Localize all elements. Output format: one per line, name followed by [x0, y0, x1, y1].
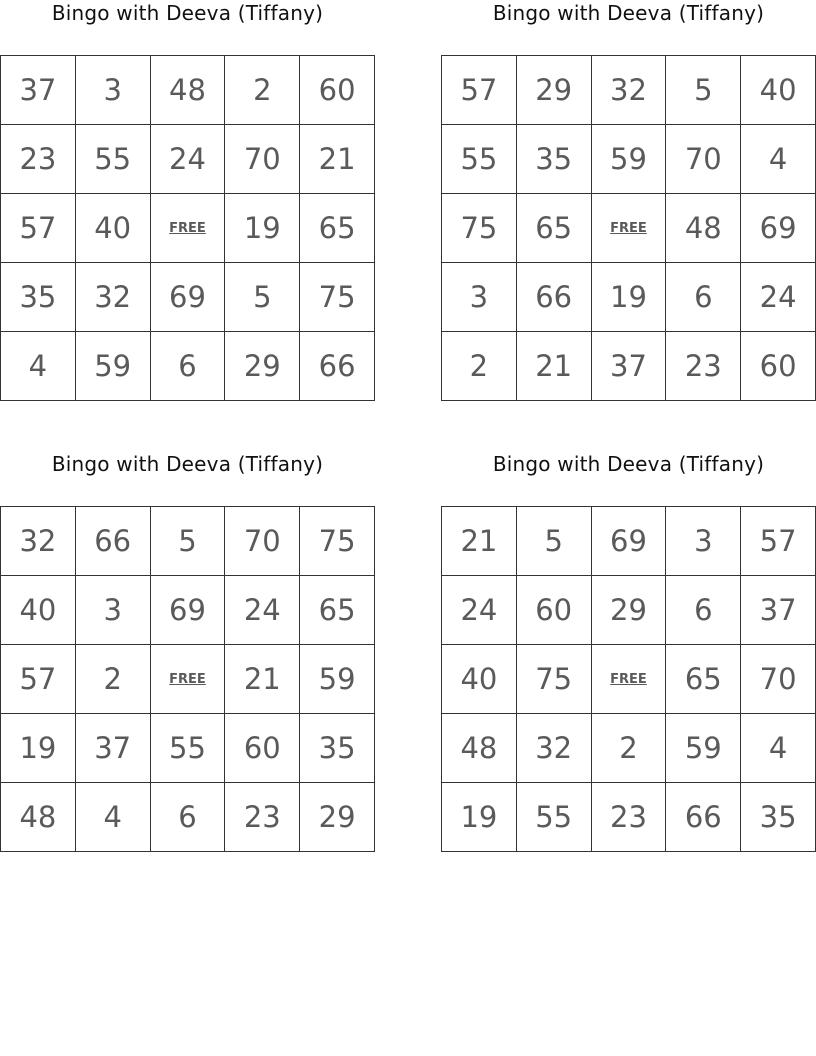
- free-space: FREE: [591, 645, 666, 714]
- bingo-number-cell: 65: [516, 194, 591, 263]
- bingo-number-cell: 65: [300, 576, 375, 645]
- bingo-number-cell: 4: [1, 332, 76, 401]
- bingo-row: [1, 507, 375, 576]
- bingo-number-cell: 55: [516, 783, 591, 852]
- bingo-grid: [0, 506, 375, 852]
- bingo-number-cell: 57: [741, 507, 816, 576]
- bingo-row: [1, 783, 375, 852]
- card-title: [0, 451, 375, 506]
- bingo-number-cell: 5: [225, 263, 300, 332]
- bingo-number-cell: 3: [75, 56, 150, 125]
- bingo-number-cell: 57: [1, 645, 76, 714]
- bingo-number-cell: 69: [741, 194, 816, 263]
- bingo-number-cell: 69: [150, 263, 225, 332]
- bingo-number-cell: 40: [75, 194, 150, 263]
- bingo-card-1: [0, 0, 375, 401]
- bingo-number-cell: 37: [1, 56, 76, 125]
- bingo-number-cell: 29: [516, 56, 591, 125]
- bingo-row: [1, 645, 375, 714]
- bingo-number-cell: 29: [300, 783, 375, 852]
- bingo-number-cell: 2: [75, 645, 150, 714]
- bingo-number-cell: 35: [516, 125, 591, 194]
- card-title-text: Bingo with Deeva (Tiffany): [492, 452, 765, 476]
- bingo-number-cell: 66: [300, 332, 375, 401]
- free-space: FREE: [150, 194, 225, 263]
- bingo-number-cell: 23: [591, 783, 666, 852]
- bingo-number-cell: 5: [516, 507, 591, 576]
- bingo-row: [442, 56, 816, 125]
- bingo-number-cell: 5: [666, 56, 741, 125]
- bingo-number-cell: 6: [150, 332, 225, 401]
- card-title: [441, 0, 816, 55]
- bingo-number-cell: 37: [591, 332, 666, 401]
- bingo-number-cell: 4: [75, 783, 150, 852]
- bingo-number-cell: 4: [741, 125, 816, 194]
- bingo-number-cell: 65: [666, 645, 741, 714]
- bingo-row: [1, 194, 375, 263]
- bingo-number-cell: 66: [666, 783, 741, 852]
- bingo-row: [442, 783, 816, 852]
- free-space: FREE: [591, 194, 666, 263]
- bingo-card-2: [441, 0, 816, 401]
- bingo-number-cell: 24: [225, 576, 300, 645]
- bingo-number-cell: 66: [75, 507, 150, 576]
- bingo-row: [442, 194, 816, 263]
- bingo-number-cell: 19: [442, 783, 517, 852]
- bingo-number-cell: 69: [150, 576, 225, 645]
- bingo-number-cell: 32: [591, 56, 666, 125]
- bingo-number-cell: 23: [225, 783, 300, 852]
- bingo-number-cell: 48: [1, 783, 76, 852]
- bingo-number-cell: 59: [591, 125, 666, 194]
- card-title: [441, 451, 816, 506]
- bingo-number-cell: 48: [150, 56, 225, 125]
- bingo-number-cell: 69: [591, 507, 666, 576]
- bingo-number-cell: 32: [1, 507, 76, 576]
- bingo-grid: [441, 506, 816, 852]
- bingo-row: [442, 714, 816, 783]
- card-title: [0, 0, 375, 55]
- bingo-number-cell: 32: [516, 714, 591, 783]
- bingo-number-cell: 57: [1, 194, 76, 263]
- bingo-number-cell: 60: [516, 576, 591, 645]
- bingo-number-cell: 4: [741, 714, 816, 783]
- bingo-number-cell: 21: [442, 507, 517, 576]
- bingo-number-cell: 19: [591, 263, 666, 332]
- bingo-row: [1, 332, 375, 401]
- bingo-row: [1, 56, 375, 125]
- bingo-number-cell: 70: [741, 645, 816, 714]
- bingo-number-cell: 35: [741, 783, 816, 852]
- bingo-grid: [0, 55, 375, 401]
- bingo-number-cell: 3: [75, 576, 150, 645]
- bingo-card-4: [441, 451, 816, 852]
- bingo-number-cell: 35: [300, 714, 375, 783]
- bingo-number-cell: 55: [442, 125, 517, 194]
- bingo-number-cell: 3: [442, 263, 517, 332]
- bingo-number-cell: 70: [225, 125, 300, 194]
- bingo-row: [1, 263, 375, 332]
- bingo-number-cell: 48: [442, 714, 517, 783]
- bingo-number-cell: 40: [1, 576, 76, 645]
- bingo-row: [442, 263, 816, 332]
- bingo-row: [442, 576, 816, 645]
- bingo-number-cell: 23: [1, 125, 76, 194]
- bingo-number-cell: 75: [516, 645, 591, 714]
- bingo-number-cell: 29: [591, 576, 666, 645]
- bingo-number-cell: 37: [741, 576, 816, 645]
- bingo-number-cell: 2: [591, 714, 666, 783]
- bingo-number-cell: 35: [1, 263, 76, 332]
- bingo-number-cell: 60: [225, 714, 300, 783]
- bingo-number-cell: 48: [666, 194, 741, 263]
- bingo-number-cell: 19: [225, 194, 300, 263]
- bingo-number-cell: 75: [300, 263, 375, 332]
- bingo-number-cell: 70: [666, 125, 741, 194]
- bingo-number-cell: 2: [442, 332, 517, 401]
- bingo-number-cell: 75: [442, 194, 517, 263]
- bingo-number-cell: 6: [150, 783, 225, 852]
- bingo-number-cell: 21: [300, 125, 375, 194]
- bingo-row: [442, 645, 816, 714]
- bingo-row: [1, 714, 375, 783]
- bingo-number-cell: 3: [666, 507, 741, 576]
- bingo-number-cell: 24: [442, 576, 517, 645]
- bingo-number-cell: 2: [225, 56, 300, 125]
- card-title-text: Bingo with Deeva (Tiffany): [492, 1, 765, 25]
- bingo-number-cell: 40: [741, 56, 816, 125]
- bingo-number-cell: 55: [150, 714, 225, 783]
- bingo-number-cell: 21: [516, 332, 591, 401]
- bingo-number-cell: 19: [1, 714, 76, 783]
- bingo-number-cell: 6: [666, 263, 741, 332]
- bingo-number-cell: 6: [666, 576, 741, 645]
- free-space: FREE: [150, 645, 225, 714]
- bingo-number-cell: 66: [516, 263, 591, 332]
- bingo-number-cell: 24: [150, 125, 225, 194]
- bingo-number-cell: 5: [150, 507, 225, 576]
- bingo-card-3: [0, 451, 375, 852]
- bingo-number-cell: 21: [225, 645, 300, 714]
- bingo-number-cell: 59: [300, 645, 375, 714]
- bingo-number-cell: 29: [225, 332, 300, 401]
- bingo-number-cell: 40: [442, 645, 517, 714]
- bingo-number-cell: 32: [75, 263, 150, 332]
- bingo-number-cell: 23: [666, 332, 741, 401]
- bingo-number-cell: 57: [442, 56, 517, 125]
- bingo-row: [1, 576, 375, 645]
- bingo-number-cell: 60: [300, 56, 375, 125]
- bingo-grid: [441, 55, 816, 401]
- bingo-number-cell: 70: [225, 507, 300, 576]
- bingo-row: [442, 507, 816, 576]
- bingo-number-cell: 55: [75, 125, 150, 194]
- bingo-row: [442, 125, 816, 194]
- card-title-text: Bingo with Deeva (Tiffany): [51, 452, 324, 476]
- bingo-row: [442, 332, 816, 401]
- bingo-row: [1, 125, 375, 194]
- bingo-number-cell: 59: [666, 714, 741, 783]
- bingo-number-cell: 65: [300, 194, 375, 263]
- bingo-number-cell: 37: [75, 714, 150, 783]
- card-title-text: Bingo with Deeva (Tiffany): [51, 1, 324, 25]
- bingo-number-cell: 24: [741, 263, 816, 332]
- bingo-number-cell: 75: [300, 507, 375, 576]
- bingo-number-cell: 60: [741, 332, 816, 401]
- bingo-number-cell: 59: [75, 332, 150, 401]
